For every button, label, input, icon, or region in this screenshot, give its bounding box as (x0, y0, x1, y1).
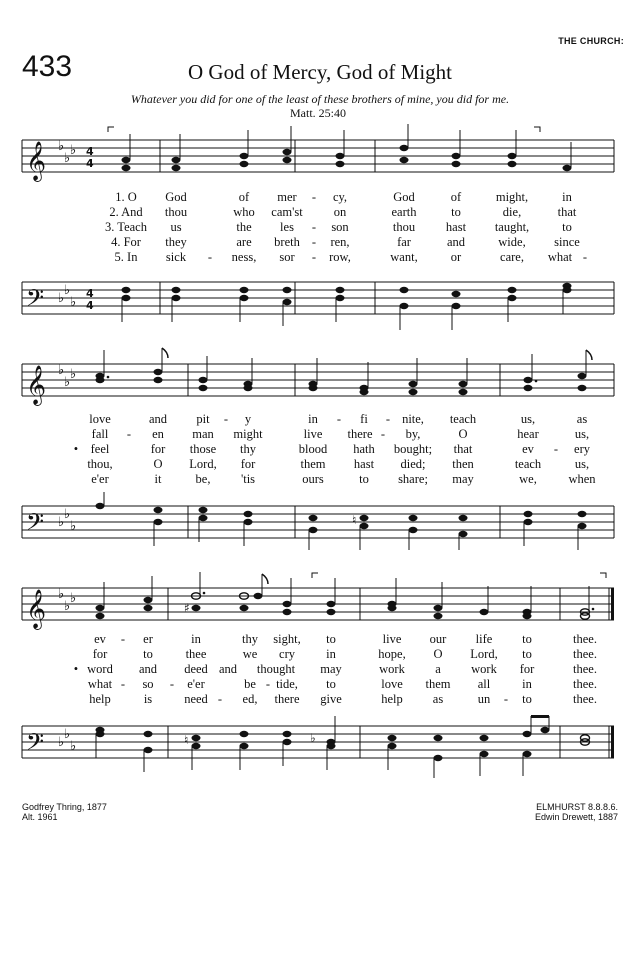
syllable: thee. (573, 662, 597, 676)
verse-line (0, 220, 640, 235)
syllable: be (244, 677, 256, 691)
system-1-bass-staff (0, 272, 640, 342)
syllable: - (311, 250, 317, 264)
syllable: man (192, 427, 214, 441)
syllable: taught, (494, 220, 530, 234)
syllable: us, (574, 457, 590, 471)
syllable: us (170, 220, 182, 234)
syllable: - (223, 412, 229, 426)
svg-text:♮: ♮ (184, 733, 189, 747)
syllable: tide, (276, 677, 298, 691)
syllable: les (280, 220, 294, 234)
syllable: since (554, 235, 580, 249)
syllable: be, (195, 472, 211, 486)
syllable: Lord, (470, 647, 498, 661)
syllable: 4. For (111, 235, 141, 249)
syllable: - (126, 427, 132, 441)
verse-line (0, 472, 640, 487)
syllable: - (311, 190, 317, 204)
verse-line (0, 190, 640, 205)
syllable: e'er (187, 677, 205, 691)
svg-text:𝄢: 𝄢 (26, 284, 45, 317)
verse-line (0, 662, 640, 677)
verse-line (0, 235, 640, 250)
syllable: of (450, 190, 462, 204)
syllable: might (233, 427, 263, 441)
syllable: - (120, 677, 126, 691)
svg-text:♭: ♭ (70, 295, 77, 310)
verse-line (0, 692, 640, 707)
verse-line (0, 427, 640, 442)
syllable: O (153, 457, 163, 471)
syllable: hast (353, 457, 375, 471)
syllable: to (326, 677, 336, 691)
syllable: 2. And (109, 205, 143, 219)
svg-text:♭: ♭ (58, 587, 65, 602)
syllable: those (189, 442, 217, 456)
verse-line (0, 677, 640, 692)
syllable: wide, (498, 235, 526, 249)
syllable: help (89, 692, 111, 706)
syllable: - (380, 427, 386, 441)
syllable: er (143, 632, 153, 646)
syllable: cam'st (271, 205, 303, 219)
syllable: thee. (573, 632, 597, 646)
syllable: to (451, 205, 461, 219)
syllable: that (453, 442, 473, 456)
syllable: live (382, 632, 402, 646)
verse-line (0, 647, 640, 662)
system-1-lyrics (0, 190, 640, 265)
syllable: ness, (231, 250, 257, 264)
syllable: teach (449, 412, 477, 426)
syllable: might, (495, 190, 529, 204)
attribution-right (535, 802, 618, 822)
syllable: Lord, (189, 457, 217, 471)
syllable: them (300, 457, 326, 471)
syllable: love (381, 677, 403, 691)
syllable: in (308, 412, 318, 426)
svg-text:♭: ♭ (70, 519, 77, 534)
syllable: die, (502, 205, 522, 219)
svg-text:♭: ♭ (70, 739, 77, 754)
syllable: blood (298, 442, 328, 456)
syllable: - (553, 442, 559, 456)
syllable: it (154, 472, 162, 486)
syllable: by, (405, 427, 421, 441)
syllable: far (397, 235, 411, 249)
syllable: all (477, 677, 491, 691)
svg-text:4: 4 (86, 287, 94, 300)
syllable: thee. (573, 647, 597, 661)
svg-text:♮: ♮ (352, 513, 357, 527)
svg-text:4: 4 (86, 299, 94, 312)
syllable: pit (196, 412, 210, 426)
syllable: - (207, 250, 213, 264)
section-heading: THE CHURCH: (558, 36, 624, 46)
syllable: love (89, 412, 111, 426)
syllable: hath (353, 442, 375, 456)
syllable: fi (360, 412, 368, 426)
svg-text:♭: ♭ (64, 727, 71, 742)
svg-text:♭: ♭ (58, 515, 65, 530)
syllable: - (311, 235, 317, 249)
syllable: cry (279, 647, 295, 661)
syllable: - (120, 632, 126, 646)
syllable: thy (240, 442, 256, 456)
svg-text:𝄞: 𝄞 (26, 365, 47, 405)
syllable: on (333, 205, 347, 219)
syllable: them (425, 677, 451, 691)
svg-text:♭: ♭ (70, 591, 77, 606)
syllable: - (336, 412, 342, 426)
svg-text:♭: ♭ (64, 375, 71, 390)
syllable: for (240, 457, 256, 471)
syllable: and (446, 235, 466, 249)
syllable: nite, (402, 412, 424, 426)
scripture-reference: Matt. 25:40 (290, 106, 346, 120)
syllable: in (191, 632, 201, 646)
syllable: - (169, 677, 175, 691)
syllable: for (150, 442, 166, 456)
syllable: e'er (91, 472, 109, 486)
syllable: thee. (573, 677, 597, 691)
syllable: bought; (393, 442, 433, 456)
syllable: that (557, 205, 577, 219)
syllable: us, (520, 412, 536, 426)
syllable: thou (164, 205, 188, 219)
syllable: sor (279, 250, 295, 264)
system-2-lyrics (0, 412, 640, 487)
syllable: earth (391, 205, 417, 219)
svg-text:𝄞: 𝄞 (26, 141, 47, 181)
system-1-treble-staff (0, 118, 640, 198)
syllable: breth (274, 235, 300, 249)
hymn-number: 433 (22, 50, 73, 83)
syllable: ours (302, 472, 324, 486)
syllable: - (582, 250, 588, 264)
svg-text:𝄞: 𝄞 (26, 589, 47, 629)
alteration-note: Alt. 1961 (22, 812, 58, 822)
svg-text:♭: ♭ (64, 599, 71, 614)
syllable: help (381, 692, 403, 706)
syllable: to (326, 632, 336, 646)
syllable: life (475, 632, 493, 646)
svg-text:♭: ♭ (58, 735, 65, 750)
syllable: so (142, 677, 154, 691)
syllable: thou, (87, 457, 113, 471)
syllable: y (244, 412, 252, 426)
syllable: need (184, 692, 208, 706)
syllable: - (217, 692, 223, 706)
syllable: - (385, 412, 391, 426)
syllable: a (435, 662, 441, 676)
syllable: of (238, 190, 250, 204)
syllable: and (218, 662, 238, 676)
syllable: in (326, 647, 336, 661)
syllable: row, (329, 250, 351, 264)
syllable: to (522, 647, 532, 661)
syllable: they (165, 235, 187, 249)
tune-name-meter: ELMHURST 8.8.8.6. (536, 802, 618, 812)
syllable: un (477, 692, 491, 706)
syllable: God (393, 190, 415, 204)
syllable: word (87, 662, 113, 676)
syllable: as (432, 692, 444, 706)
author-credit: Godfrey Thring, 1877 (22, 802, 107, 812)
syllable: us, (574, 427, 590, 441)
verse-line (0, 457, 640, 472)
syllable: mer (277, 190, 297, 204)
syllable: ev (522, 442, 534, 456)
syllable: there (274, 692, 300, 706)
syllable: to (522, 692, 532, 706)
syllable: ev (94, 632, 106, 646)
syllable: for (519, 662, 535, 676)
syllable: there (347, 427, 373, 441)
syllable: • (73, 662, 79, 676)
svg-text:♭: ♭ (70, 143, 77, 158)
attribution-left (22, 802, 107, 822)
svg-text:♭: ♭ (58, 291, 65, 306)
syllable: died; (400, 457, 426, 471)
syllable: fall (91, 427, 109, 441)
syllable: may (320, 662, 342, 676)
syllable: our (429, 632, 447, 646)
syllable: son (331, 220, 349, 234)
system-3-bass-staff (0, 712, 640, 782)
syllable: - (503, 692, 509, 706)
syllable: - (265, 677, 271, 691)
syllable: 5. In (114, 250, 138, 264)
svg-text:♭: ♭ (58, 139, 65, 154)
verse-line (0, 250, 640, 265)
syllable: as (576, 412, 588, 426)
svg-text:♭: ♭ (70, 367, 77, 382)
syllable: when (568, 472, 596, 486)
epigraph: Whatever you did for one of the least of these brothers of mine, you did for me. (130, 92, 510, 106)
system-3-lyrics (0, 632, 640, 707)
syllable: share; (398, 472, 428, 486)
syllable: 3. Teach (105, 220, 147, 234)
syllable: are (236, 235, 252, 249)
hymn-title: O God of Mercy, God of Might (187, 60, 453, 84)
syllable: is (143, 692, 153, 706)
system-2-bass-staff (0, 492, 640, 552)
syllable: - (311, 220, 317, 234)
composer-credit: Edwin Drewett, 1887 (534, 812, 618, 822)
syllable: the (236, 220, 252, 234)
syllable: O (433, 647, 443, 661)
syllable: ed, (242, 692, 258, 706)
svg-text:𝄢: 𝄢 (26, 508, 45, 541)
svg-text:𝄢: 𝄢 (26, 728, 45, 761)
svg-text:♭: ♭ (310, 731, 316, 745)
syllable: cy, (332, 190, 348, 204)
syllable: to (562, 220, 572, 234)
syllable: to (143, 647, 153, 661)
syllable: ren, (330, 235, 350, 249)
syllable: deed (184, 662, 208, 676)
svg-text:♭: ♭ (64, 283, 71, 298)
svg-text:4: 4 (86, 157, 94, 170)
svg-text:♭: ♭ (64, 507, 71, 522)
syllable: 'tis (240, 472, 256, 486)
verse-line (0, 442, 640, 457)
syllable: what (87, 677, 113, 691)
syllable: we (242, 647, 258, 661)
syllable: • (73, 442, 79, 456)
syllable: hear (517, 427, 539, 441)
syllable: and (138, 662, 158, 676)
syllable: care, (500, 250, 524, 264)
syllable: then (452, 457, 474, 471)
syllable: hast (445, 220, 467, 234)
verse-line (0, 632, 640, 647)
syllable: give (320, 692, 342, 706)
syllable: and (148, 412, 168, 426)
syllable: want, (390, 250, 418, 264)
syllable: teach (514, 457, 542, 471)
svg-text:♭: ♭ (64, 151, 71, 166)
syllable: live (303, 427, 323, 441)
syllable: work (379, 662, 405, 676)
syllable: thou (392, 220, 416, 234)
syllable: en (152, 427, 164, 441)
syllable: thee. (573, 692, 597, 706)
svg-text:4: 4 (86, 145, 94, 158)
syllable: God (165, 190, 187, 204)
syllable: sick (165, 250, 187, 264)
syllable: sight, (273, 632, 301, 646)
syllable: or (450, 250, 462, 264)
syllable: 1. O (115, 190, 137, 204)
verse-line (0, 412, 640, 427)
syllable: ery (574, 442, 590, 456)
syllable: to (522, 632, 532, 646)
svg-text:♯: ♯ (184, 601, 190, 615)
syllable: feel (90, 442, 110, 456)
syllable: we, (519, 472, 537, 486)
syllable: thought (256, 662, 296, 676)
syllable: may (452, 472, 474, 486)
syllable: for (92, 647, 108, 661)
syllable: O (458, 427, 468, 441)
svg-text:♭: ♭ (58, 363, 65, 378)
syllable: in (562, 190, 572, 204)
syllable: who (233, 205, 255, 219)
syllable: to (359, 472, 369, 486)
verse-line (0, 205, 640, 220)
syllable: thy (242, 632, 258, 646)
syllable: hope, (378, 647, 406, 661)
syllable: thee (185, 647, 207, 661)
syllable: in (522, 677, 532, 691)
syllable: what (547, 250, 573, 264)
syllable: work (471, 662, 497, 676)
